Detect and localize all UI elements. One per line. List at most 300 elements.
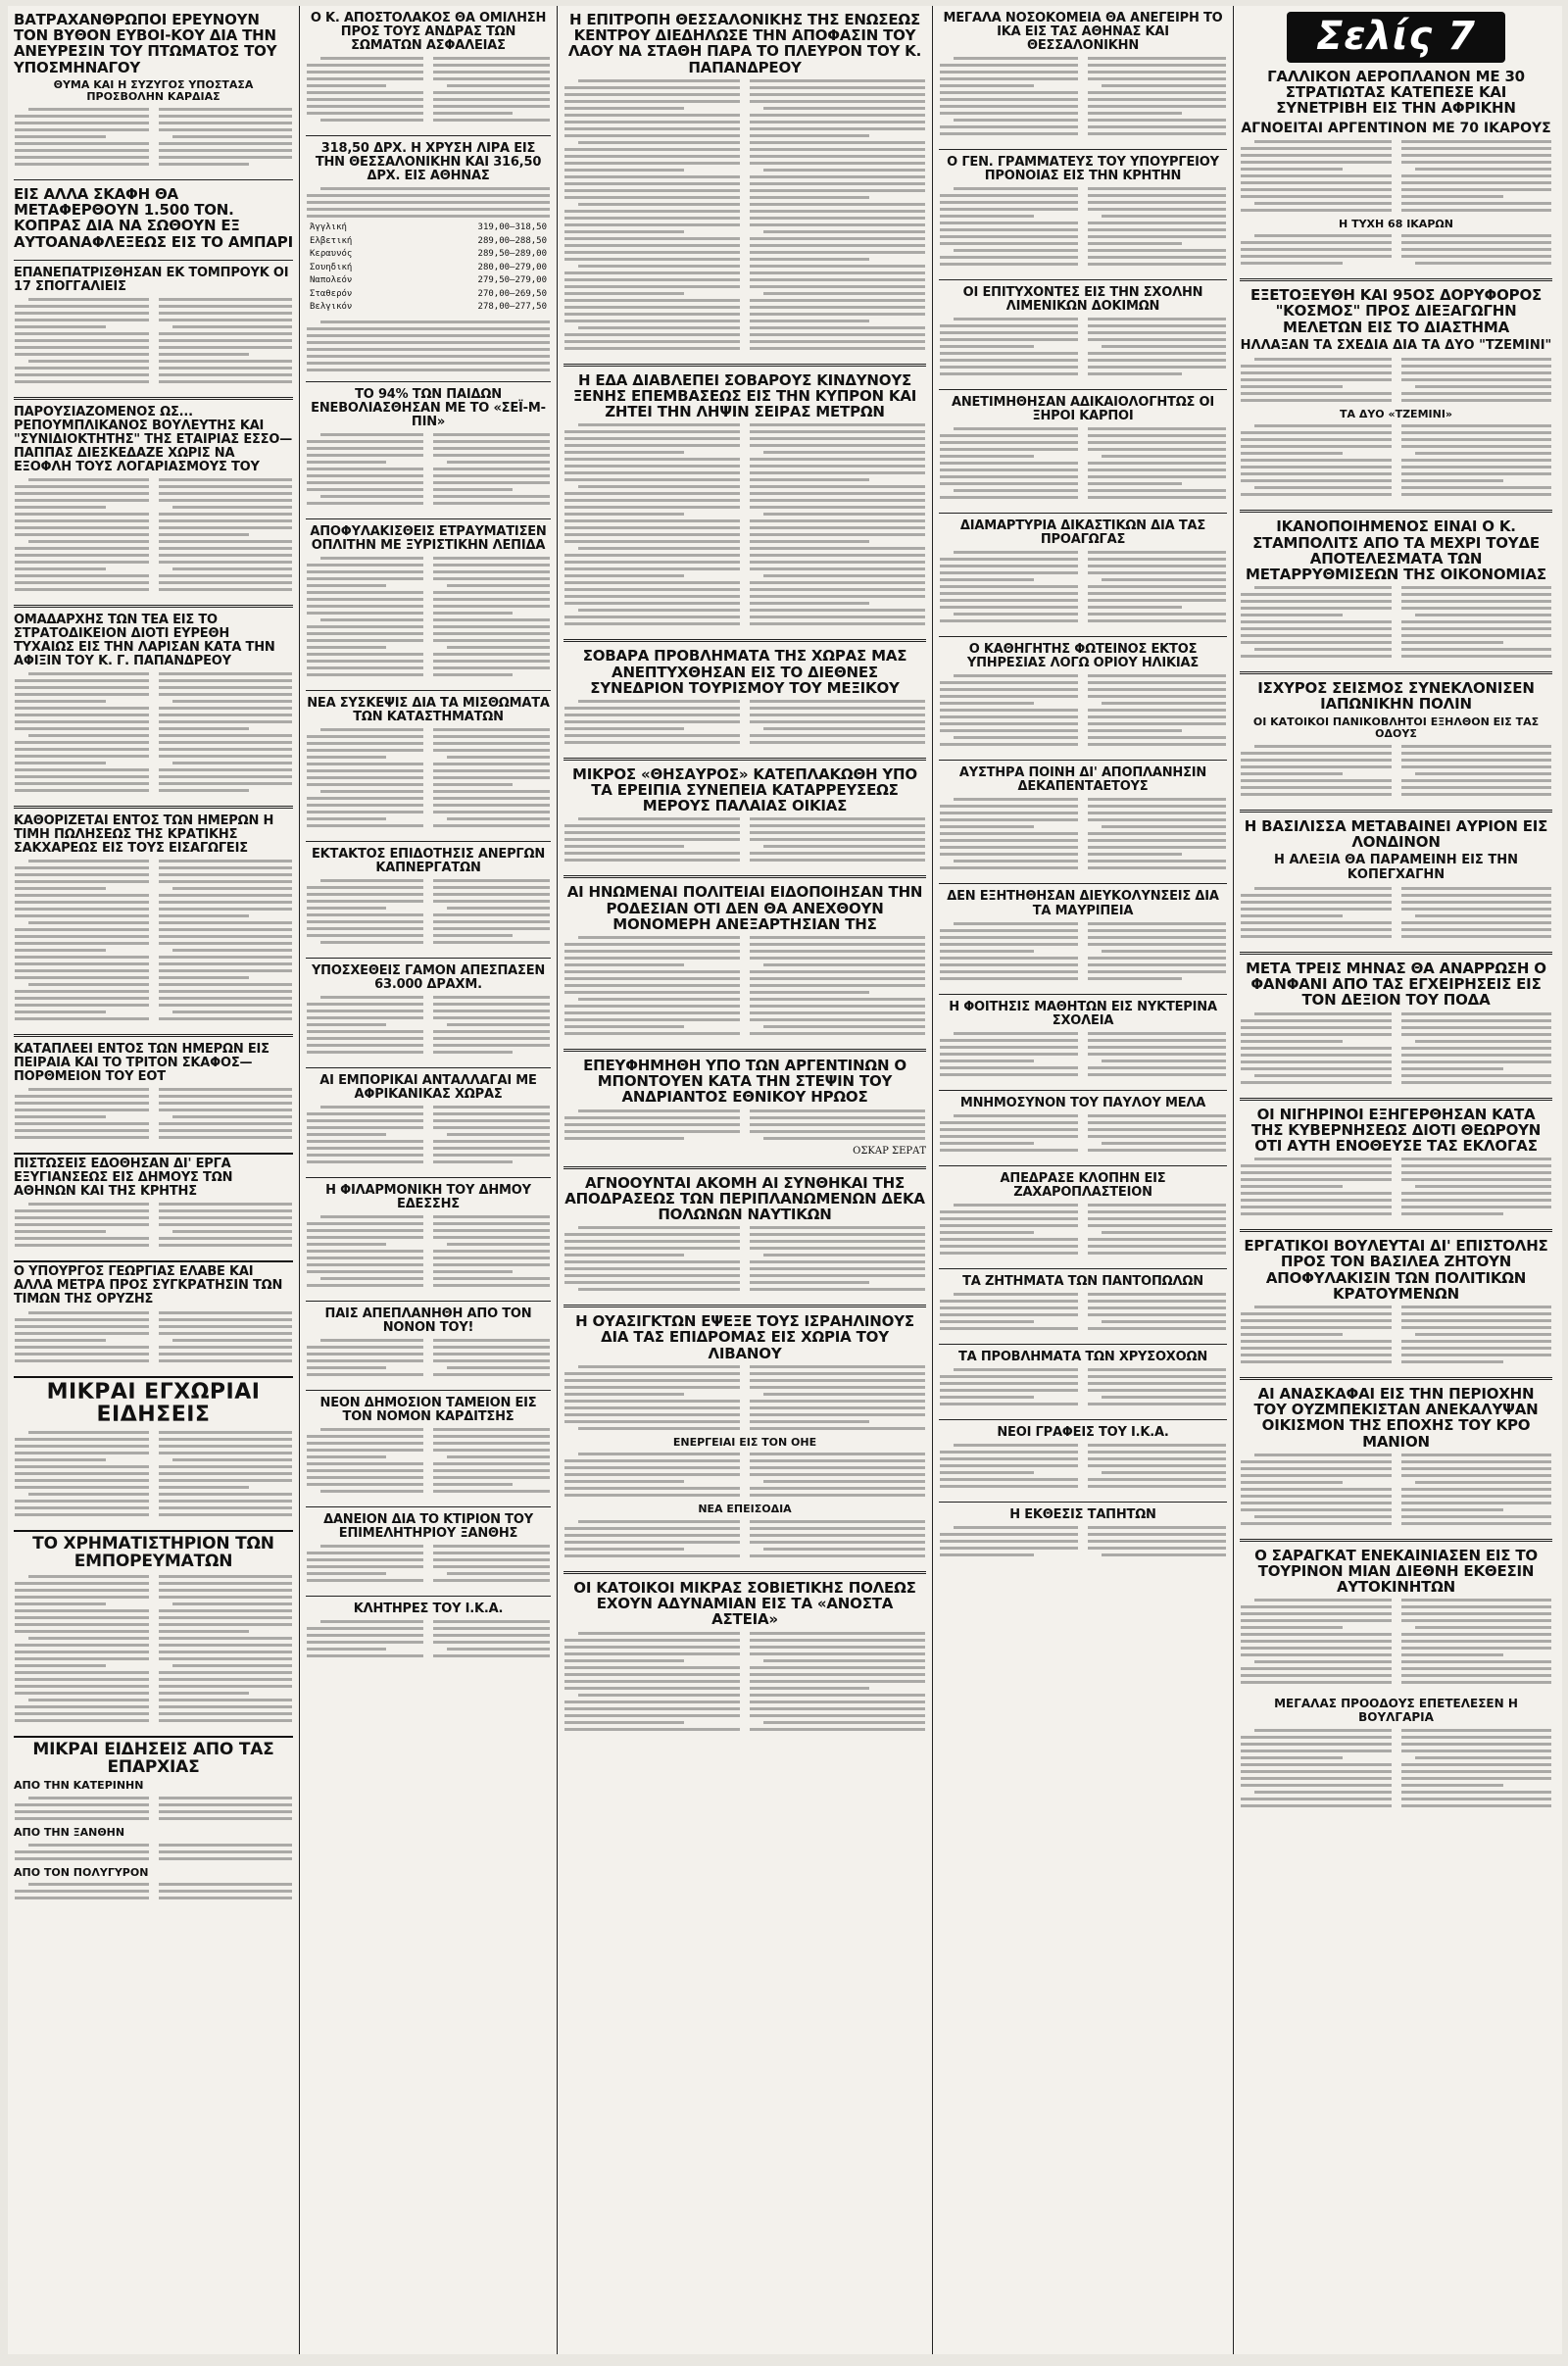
text-line xyxy=(578,1288,740,1291)
text-line xyxy=(15,1671,149,1674)
text-line xyxy=(1102,1142,1226,1145)
article-body xyxy=(306,1620,551,1661)
text-line xyxy=(564,1025,684,1028)
text-line xyxy=(159,1500,293,1503)
text-line xyxy=(750,1281,869,1284)
text-line xyxy=(433,1428,550,1431)
text-line xyxy=(1088,613,1226,616)
headline: ΠΑΙΣ ΑΠΕΠΛΑΝΗΘΗ ΑΠΟ ΤΟΝ ΝΟΝΟΝ ΤΟΥ! xyxy=(324,1306,532,1336)
headline: ΝΕΟΝ ΔΗΜΟΣΙΟΝ ΤΑΜΕΙΟΝ ΕΙΣ ΤΟΝ ΝΟΜΟΝ ΚΑΡΔΙΤΣΗΣ xyxy=(319,1396,537,1425)
text-line xyxy=(1241,1674,1392,1677)
text-line xyxy=(1401,255,1552,258)
text-line xyxy=(1088,681,1226,684)
text-line xyxy=(940,681,1078,684)
text-line xyxy=(1088,132,1226,135)
text-line xyxy=(15,346,149,349)
text-line xyxy=(578,998,740,1001)
text-line xyxy=(159,1705,293,1708)
text-line xyxy=(159,672,293,675)
divider xyxy=(1240,278,1552,281)
rate-name: Ελβετική xyxy=(310,235,353,246)
text-line xyxy=(1401,438,1552,441)
text-line xyxy=(940,1210,1078,1213)
text-line xyxy=(1088,71,1226,74)
text-line xyxy=(307,1435,423,1438)
text-line xyxy=(159,928,293,931)
text-line xyxy=(1088,338,1226,341)
article-sugar xyxy=(14,814,293,1024)
text-line xyxy=(578,485,740,488)
text-line xyxy=(1088,1039,1226,1042)
divider xyxy=(306,690,551,691)
text-line xyxy=(1401,1653,1503,1656)
text-line xyxy=(307,1016,423,1019)
text-line xyxy=(564,1393,684,1396)
text-line xyxy=(940,846,1078,849)
divider xyxy=(14,179,293,180)
text-line xyxy=(159,339,293,342)
text-line xyxy=(1241,1619,1392,1622)
text-line xyxy=(159,962,293,965)
text-line xyxy=(1241,1784,1392,1787)
text-line xyxy=(159,1883,293,1886)
text-line xyxy=(1401,1047,1552,1050)
headline: ΟΜΑΔΑΡΧΗΣ ΤΩΝ ΤΕΑ ΕΙΣ ΤΟ ΣΤΡΑΤΟΔΙΚΕΙΟΝ ΔΙΟΤΙ ΕΥΡΕΘΗ ΤΥΧΑΙΩΣ ΕΙΣ ΤΗΝ ΛΑΡΙΣΑΝ ΚΑΤΑ ΤΗΝ ΑΦΙΞΙΝ ΤΟΥ Κ. Γ. ΠΑΠΑΝΔΡΕΟΥ xyxy=(14,613,275,669)
text-line xyxy=(940,571,1078,574)
text-line xyxy=(750,1541,925,1544)
text-line xyxy=(1102,1320,1226,1323)
subsection-polygyros: ΑΠΟ ΤΟΝ ΠΟΛΥΓΥΡΟΝ xyxy=(14,1865,149,1879)
text-line xyxy=(307,1469,423,1472)
text-line xyxy=(564,1480,684,1483)
subsection-katerini: ΑΠΟ ΤΗΝ ΚΑΤΕΡΙΝΗΝ xyxy=(14,1779,144,1793)
text-line xyxy=(750,519,925,522)
text-line xyxy=(750,278,925,281)
text-line xyxy=(433,1483,513,1486)
text-line xyxy=(15,1129,149,1132)
text-line xyxy=(1241,493,1392,496)
article-secretary-crete xyxy=(939,156,1227,270)
text-line xyxy=(1401,641,1503,644)
text-line xyxy=(307,913,423,916)
text-line xyxy=(307,1353,423,1356)
text-line xyxy=(763,1480,925,1483)
text-line xyxy=(750,79,925,82)
text-line xyxy=(1241,600,1392,603)
text-line xyxy=(1088,1464,1226,1467)
text-line xyxy=(940,970,1078,973)
text-line xyxy=(750,616,925,618)
article-body xyxy=(939,1204,1227,1258)
text-line xyxy=(750,1018,925,1021)
text-line xyxy=(564,285,740,288)
text-line xyxy=(940,592,1078,595)
text-line xyxy=(578,203,740,206)
text-line xyxy=(15,755,149,758)
text-line xyxy=(320,1545,423,1548)
headline: ΤΑ ΠΡΟΒΛΗΜΑΤΑ ΤΩΝ ΧΡΥΣΟΧΟΩΝ xyxy=(957,1349,1208,1364)
text-line xyxy=(159,1445,293,1448)
text-line xyxy=(159,346,293,349)
subheading-incidents: ΝΕΑ ΕΠΕΙΣΟΔΙΑ xyxy=(698,1503,792,1516)
text-line xyxy=(750,991,869,994)
text-line xyxy=(750,1240,925,1243)
text-line xyxy=(433,666,550,669)
text-line xyxy=(1241,1508,1392,1511)
text-line xyxy=(750,547,925,550)
text-line xyxy=(1088,1547,1226,1550)
text-line xyxy=(307,824,423,827)
text-line xyxy=(15,1359,149,1362)
text-line xyxy=(1088,1389,1226,1392)
text-line xyxy=(433,454,550,457)
divider xyxy=(306,958,551,959)
text-line xyxy=(1401,1340,1552,1343)
text-line xyxy=(28,540,149,543)
text-line xyxy=(940,578,1034,581)
article-body xyxy=(564,1109,926,1144)
text-line xyxy=(433,1490,550,1493)
text-line xyxy=(1241,1743,1392,1746)
text-line xyxy=(1241,1667,1392,1670)
text-line xyxy=(564,963,684,966)
text-line xyxy=(954,551,1078,554)
text-line xyxy=(1088,709,1226,712)
text-line xyxy=(1401,365,1552,368)
article-xanthi-loan xyxy=(306,1513,551,1586)
text-line xyxy=(1401,493,1552,496)
article-japan-quake xyxy=(1240,680,1552,800)
text-line xyxy=(1401,1784,1503,1787)
text-line xyxy=(159,748,293,751)
text-line xyxy=(564,1487,740,1490)
text-line xyxy=(564,838,740,841)
article-body xyxy=(1240,234,1552,269)
text-line xyxy=(15,499,149,502)
text-line xyxy=(433,1565,550,1568)
text-line xyxy=(1088,1046,1226,1049)
text-line xyxy=(940,1039,1078,1042)
text-line xyxy=(578,1365,740,1368)
text-line xyxy=(954,187,1078,190)
text-line xyxy=(433,1126,550,1129)
article-body xyxy=(939,922,1227,984)
headline: ΜΕΓΑΛΑΣ ΠΡΟΟΔΟΥΣ ΕΠΕΤΕΛΕΣΕΝ Η ΒΟΥΛΓΑΡΙΑ xyxy=(1274,1697,1518,1725)
text-line xyxy=(750,251,925,254)
text-line xyxy=(15,581,149,584)
article-body xyxy=(306,57,551,125)
text-line xyxy=(564,244,740,247)
divider xyxy=(14,1034,293,1037)
article-body xyxy=(306,320,551,371)
text-line xyxy=(1102,1471,1226,1474)
text-line xyxy=(1401,1508,1503,1511)
text-line xyxy=(1088,1540,1226,1543)
text-line xyxy=(28,734,149,737)
headline: Ο ΥΠΟΥΡΓΟΣ ΓΕΩΡΓΙΑΣ ΕΛΑΒΕ ΚΑΙ ΑΛΛΑ ΜΕΤΡΑ ΠΡΟΣ ΣΥΓΚΡΑΤΗΣΙΝ ΤΩΝ ΤΙΜΩΝ ΤΗΣ ΟΡΥΖΗΣ xyxy=(14,1260,293,1306)
text-line xyxy=(15,693,149,696)
text-line xyxy=(1241,1340,1392,1343)
text-line xyxy=(940,228,1078,231)
divider xyxy=(1240,1229,1552,1232)
text-line xyxy=(750,1487,925,1490)
article-body xyxy=(939,1526,1227,1560)
text-line xyxy=(1241,1495,1392,1498)
text-line xyxy=(940,84,1034,87)
divider xyxy=(939,883,1227,884)
headline: ΝΕΟΙ ΓΡΑΦΕΙΣ ΤΟΥ Ι.Κ.Α. xyxy=(997,1424,1169,1440)
article-body xyxy=(939,674,1227,750)
divider xyxy=(939,279,1227,280)
text-line xyxy=(1088,1066,1226,1069)
text-line xyxy=(433,1442,550,1445)
divider xyxy=(306,1301,551,1302)
text-line xyxy=(1401,371,1552,374)
text-line xyxy=(1401,1599,1552,1602)
text-line xyxy=(564,1413,740,1416)
text-line xyxy=(1401,161,1552,164)
text-line xyxy=(564,1673,740,1676)
text-line xyxy=(307,1030,423,1033)
text-line xyxy=(172,1115,293,1118)
text-line xyxy=(1088,619,1226,622)
text-line xyxy=(940,825,1034,828)
text-line xyxy=(1241,1360,1392,1363)
text-line xyxy=(28,1575,149,1578)
text-line xyxy=(159,1797,293,1799)
text-line xyxy=(750,734,925,737)
text-line xyxy=(1401,1454,1552,1456)
text-line xyxy=(750,859,925,862)
text-line xyxy=(159,976,250,979)
text-line xyxy=(1088,441,1226,444)
text-line xyxy=(564,950,740,953)
text-line xyxy=(307,194,550,197)
text-line xyxy=(1241,209,1392,212)
text-line xyxy=(15,1664,106,1667)
text-line xyxy=(159,1644,293,1647)
text-line xyxy=(307,1552,423,1554)
article-thessaloniki-committee xyxy=(564,12,926,354)
text-line xyxy=(1241,174,1392,177)
text-line xyxy=(763,1025,925,1028)
text-line xyxy=(1401,1743,1552,1746)
text-line xyxy=(433,797,550,800)
text-line xyxy=(940,366,1078,369)
text-line xyxy=(159,860,293,863)
text-line xyxy=(1241,1481,1343,1484)
text-line xyxy=(307,612,423,615)
text-line xyxy=(564,859,740,862)
text-line xyxy=(1088,359,1226,362)
divider xyxy=(306,1067,551,1068)
text-line xyxy=(1102,1231,1226,1234)
text-line xyxy=(159,983,293,986)
text-line xyxy=(1241,1019,1392,1022)
text-line xyxy=(1088,963,1226,966)
text-line xyxy=(307,454,423,457)
text-line xyxy=(940,606,1078,609)
text-line xyxy=(763,292,925,295)
text-line xyxy=(564,977,740,980)
text-line xyxy=(1088,1114,1226,1117)
text-line xyxy=(578,547,740,550)
text-line xyxy=(750,1233,925,1236)
text-line xyxy=(750,1109,925,1112)
text-line xyxy=(578,1226,740,1229)
text-line xyxy=(1401,1804,1552,1807)
text-line xyxy=(433,591,550,594)
text-line xyxy=(1241,607,1392,610)
text-line xyxy=(15,1897,149,1899)
text-line xyxy=(1401,908,1552,911)
text-line xyxy=(159,1346,293,1349)
text-line xyxy=(15,1465,149,1468)
text-line xyxy=(15,492,149,495)
text-line xyxy=(172,1010,293,1013)
text-line xyxy=(940,1375,1078,1378)
text-line xyxy=(433,1641,550,1644)
text-line xyxy=(1102,455,1226,458)
section-local-news xyxy=(14,1376,293,1521)
text-line xyxy=(1088,1457,1226,1460)
text-line xyxy=(1088,352,1226,355)
text-line xyxy=(954,489,1078,492)
text-line xyxy=(1401,1026,1552,1029)
text-line xyxy=(1401,234,1552,237)
text-line xyxy=(307,1565,423,1568)
text-line xyxy=(564,271,740,274)
text-line xyxy=(1415,914,1552,917)
text-line xyxy=(940,1142,1034,1145)
text-line xyxy=(564,499,740,502)
text-line xyxy=(1401,1326,1552,1329)
text-line xyxy=(564,1494,740,1497)
article-gold-sovereign xyxy=(306,142,551,371)
text-line xyxy=(940,468,1078,471)
text-line xyxy=(307,1037,423,1040)
text-line xyxy=(433,1339,550,1342)
text-line xyxy=(564,595,740,598)
text-line xyxy=(750,465,925,468)
article-uzbekistan xyxy=(1240,1386,1552,1529)
article-kosmos-satellite xyxy=(1240,287,1552,500)
article-fanfani xyxy=(1240,961,1552,1088)
text-line xyxy=(1088,1204,1226,1207)
text-line xyxy=(1088,468,1226,471)
text-line xyxy=(564,471,740,474)
text-line xyxy=(159,492,293,495)
text-line xyxy=(15,789,149,792)
text-line xyxy=(159,1609,293,1612)
text-line xyxy=(564,984,740,987)
text-line xyxy=(159,1678,293,1681)
text-line xyxy=(15,115,149,118)
text-line xyxy=(1401,1164,1552,1167)
text-line xyxy=(1241,1164,1392,1167)
text-line xyxy=(564,478,740,481)
text-line xyxy=(940,565,1078,567)
article-body xyxy=(1240,1012,1552,1088)
text-line xyxy=(1088,249,1226,252)
text-line xyxy=(1102,825,1226,828)
text-line xyxy=(1254,1515,1392,1518)
text-line xyxy=(159,319,293,321)
text-line xyxy=(447,907,550,910)
text-line xyxy=(940,263,1078,266)
text-line xyxy=(15,128,149,131)
text-line xyxy=(1254,424,1392,427)
text-line xyxy=(750,313,925,316)
text-line xyxy=(307,1346,423,1349)
text-line xyxy=(433,1359,550,1362)
text-line xyxy=(1088,1053,1226,1056)
text-line xyxy=(750,1639,925,1642)
text-line xyxy=(15,1136,149,1139)
text-line xyxy=(433,1270,513,1273)
divider xyxy=(939,1344,1227,1345)
divider xyxy=(564,1571,926,1574)
headline: Ο ΚΑΘΗΓΗΤΗΣ ΦΩΤΕΙΝΟΣ ΕΚΤΟΣ ΥΠΗΡΕΣΙΑΣ ΛΟΓΩ ΟΡΙΟΥ ΗΛΙΚΙΑΣ xyxy=(966,642,1200,671)
text-line xyxy=(433,1462,550,1465)
text-line xyxy=(1088,119,1226,122)
text-line xyxy=(578,326,740,329)
text-line xyxy=(159,693,293,696)
text-line xyxy=(750,1554,925,1557)
text-line xyxy=(159,115,293,118)
headline: ΒΑΤΡΑΧΑΝΘΡΩΠΟΙ ΕΡΕΥΝΟΥΝ ΤΟΝ ΒΥΘΟΝ ΕΥΒΟΙ-ΚΟΥ ΔΙΑ ΤΗΝ ΑΝΕΥΡΕΣΙΝ ΤΟΥ ΠΤΩΜΑΤΟΣ ΤΟΥ ΥΠΟΣΜΗΝΑΓΟΥ xyxy=(14,11,277,76)
text-line xyxy=(1088,1306,1226,1309)
article-body xyxy=(1240,1599,1552,1688)
text-line xyxy=(307,1648,386,1651)
text-line xyxy=(307,811,423,813)
text-line xyxy=(564,223,740,226)
text-line xyxy=(159,755,293,758)
text-line xyxy=(307,447,423,450)
text-line xyxy=(1415,1185,1552,1188)
text-line xyxy=(750,258,869,261)
text-line xyxy=(159,1431,293,1434)
text-line xyxy=(1254,234,1392,237)
text-line xyxy=(307,1442,423,1445)
text-line xyxy=(578,700,740,703)
text-line xyxy=(307,639,423,642)
text-line xyxy=(1241,921,1392,924)
text-line xyxy=(307,817,386,820)
text-line xyxy=(433,1353,550,1356)
text-line xyxy=(1241,779,1392,782)
text-line xyxy=(1088,846,1226,849)
text-line xyxy=(433,1620,550,1623)
text-line xyxy=(159,1582,293,1585)
text-line xyxy=(433,632,550,635)
text-line xyxy=(15,526,149,529)
article-labour-mps xyxy=(1240,1238,1552,1367)
text-line xyxy=(1102,84,1226,87)
article-body xyxy=(14,1203,293,1251)
text-line xyxy=(1241,1047,1392,1050)
text-line xyxy=(1241,1777,1392,1780)
text-line xyxy=(307,735,423,738)
text-line xyxy=(750,320,869,322)
text-line xyxy=(28,921,149,924)
article-body xyxy=(14,1311,293,1366)
headline: ΑΙ ΑΝΑΣΚΑΦΑΙ ΕΙΣ ΤΗΝ ΠΕΡΙΟΧΗΝ ΤΟΥ ΟΥΖΜΠΕΚΙΣΤΑΝ ΑΝΕΚΑΛΥΨΑΝ ΟΙΚΙΣΜΟΝ ΤΗΣ ΕΠΟΧΗΣ ΤΟΥ ΚΡΟ ΜΑΝΙΟΝ xyxy=(1253,1384,1539,1451)
rate-name: Ναπολεόν xyxy=(310,275,353,286)
text-line xyxy=(940,1046,1078,1049)
text-line xyxy=(1401,1074,1552,1077)
text-line xyxy=(159,734,293,737)
